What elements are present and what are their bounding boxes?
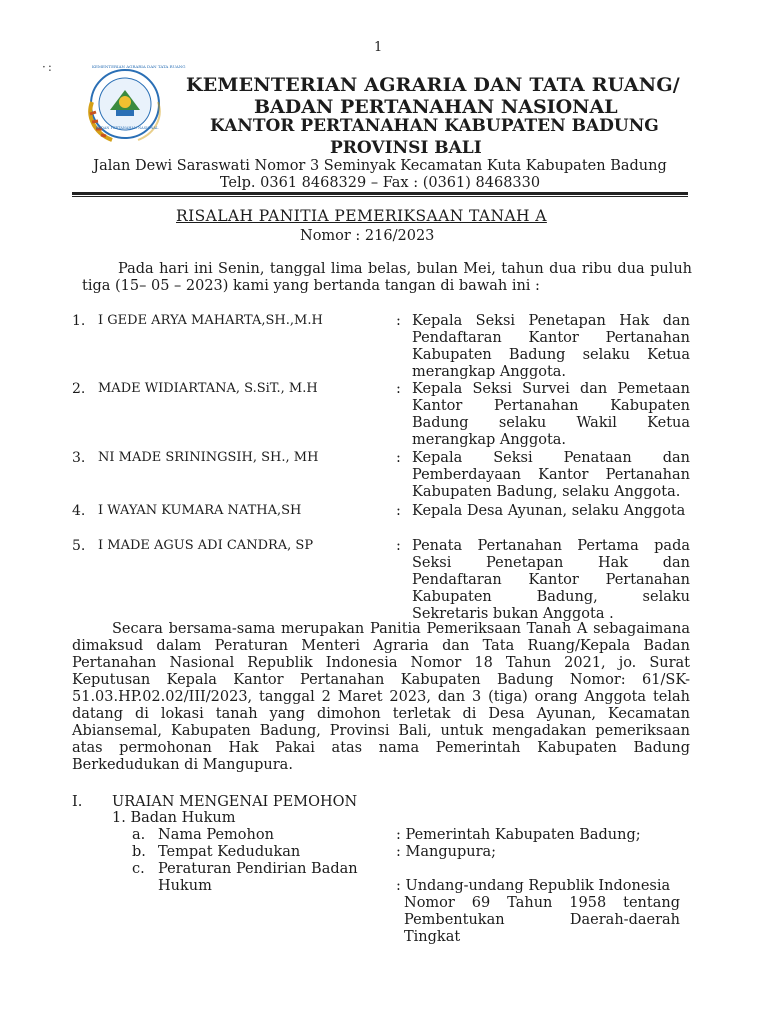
member-role: Kepala Seksi Survei dan Pemetaan Kantor Pertanahan Kabupaten Badung selaku Wakil Ketua merangkap Anggota. (412, 381, 690, 448)
logo-ring-text: KEMENTERIAN AGRARIA DAN TATA RUANG (92, 64, 186, 69)
member-role: Kepala Desa Ayunan, selaku Anggota (412, 503, 686, 519)
sub-heading: 1. Badan Hukum (112, 810, 236, 826)
logo-bottom-text: BADAN PERTANAHAN NASIONAL (96, 126, 159, 130)
section-heading: URAIAN MENGENAI PEMOHON (112, 794, 358, 810)
member-number: 2. (72, 381, 86, 397)
member-colon: : (396, 538, 401, 554)
item-label: Tempat Kedudukan (158, 844, 301, 860)
member-name: I WAYAN KUMARA NATHA,SH (98, 503, 302, 518)
member-colon: : (396, 450, 401, 466)
item-label: Nama Pemohon (158, 827, 274, 843)
member-name: MADE WIDIARTANA, S.SiT., M.H (98, 381, 318, 396)
header-line3: KANTOR PERTANAHAN KABUPATEN BADUNG (210, 116, 659, 136)
item-letter: c. (132, 861, 145, 877)
member-name: NI MADE SRININGSIH, SH., MH (98, 450, 319, 465)
member-role: Kepala Seksi Penetapan Hak dan Pendaftaran Kantor Pertanahan Kabupaten Badung selaku Ketua merangkap Anggota. (412, 313, 690, 380)
intro-paragraph: Pada hari ini Senin, tanggal lima belas, bulan Mei, tahun dua ribu dua puluh tiga (15– 05 – 2023) kami yang bertanda tangan di bawah ini : (82, 261, 692, 294)
member-number: 1. (72, 313, 86, 329)
member-name: I GEDE ARYA MAHARTA,SH.,M.H (98, 313, 323, 328)
page-number: 1 (374, 40, 383, 55)
document-number: Nomor : 216/2023 (300, 228, 435, 244)
item-letter: b. (132, 844, 146, 860)
member-number: 4. (72, 503, 86, 519)
item-value: : Undang-undang Republik Indonesia (396, 878, 671, 894)
member-name: I MADE AGUS ADI CANDRA, SP (98, 538, 314, 553)
member-number: 3. (72, 450, 86, 466)
header-line1: KEMENTERIAN AGRARIA DAN TATA RUANG/ (186, 74, 680, 96)
corner-mark: ·: (42, 60, 54, 74)
header-rule-thick (72, 192, 688, 195)
member-colon: : (396, 381, 401, 397)
member-colon: : (396, 503, 401, 519)
section-roman: I. (72, 794, 83, 810)
document-title: RISALAH PANITIA PEMERIKSAAN TANAH A (176, 207, 547, 225)
member-role: Kepala Seksi Penataan dan Pemberdayaan Kantor Pertanahan Kabupaten Badung, selaku Anggota. (412, 450, 690, 500)
header-address: Jalan Dewi Saraswati Nomor 3 Seminyak Kecamatan Kuta Kabupaten Badung (93, 158, 667, 174)
member-number: 5. (72, 538, 86, 554)
item-label: Peraturan Pendirian Badan (158, 861, 358, 877)
item-value: : Pemerintah Kabupaten Badung; (396, 827, 641, 843)
header-rule-thin (72, 196, 688, 197)
item-label-cont: Hukum (158, 878, 212, 894)
header-line4: PROVINSI BALI (330, 138, 482, 158)
member-role: Penata Pertanahan Pertama pada Seksi Penetapan Hak dan Pendaftaran Kantor Pertanahan Kabupaten Badung, selaku Sekretaris bukan Anggota . (412, 538, 690, 622)
item-value-cont: Nomor 69 Tahun 1958 tentang Pembentukan Daerah-daerah Tingkat (404, 895, 680, 945)
member-colon: : (396, 313, 401, 329)
header-line2: BADAN PERTANAHAN NASIONAL (254, 96, 618, 118)
header-phone: Telp. 0361 8468329 – Fax : (0361) 8468330 (219, 175, 541, 191)
item-value: : Mangupura; (396, 844, 497, 860)
bpn-logo-icon (80, 62, 186, 152)
item-letter: a. (132, 827, 146, 843)
body-paragraph: Secara bersama-sama merupakan Panitia Pemeriksaan Tanah A sebagaimana dimaksud dalam Peraturan Menteri Agraria dan Tata Ruang/Kepala Badan Pertanahan Nasional Republik Indonesia Nomor 18 Tahun 2021, jo. Surat Keputusan Kepala Kantor Pertanahan Kabupaten Badung Nomor: 61/SK-51.03.HP.02.02/III/2023, tanggal 2 Maret 2023, dan 3 (tiga) orang Anggota telah datang di lokasi tanah yang dimohon terletak di Desa Ayunan, Kecamatan Abiansemal, Kabupaten Badung, Provinsi Bali, untuk mengadakan pemeriksaan atas permohonan Hak Pakai atas nama Pemerintah Kabupaten Badung Berkedudukan di Mangupura. (72, 621, 690, 773)
